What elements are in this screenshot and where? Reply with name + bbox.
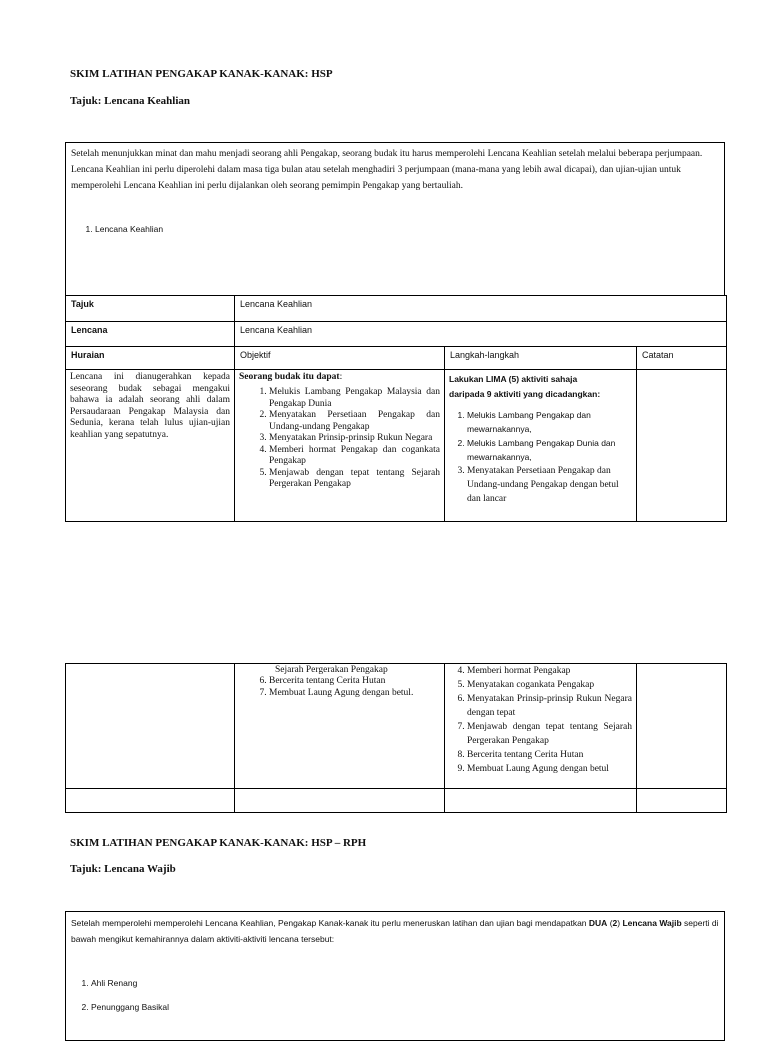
objektif-cont-list	[239, 676, 440, 699]
list-item: 3. Menyatakan Persetiaan Pengakap dan Undang-undang Pengakap dengan betul dan lancar	[467, 464, 632, 506]
section2-intro-text	[71, 915, 719, 947]
huraian-text: Lencana ini dianugerahkan kepada seseorang budak sebagai mengakui bahawa ia adalah seorang ahli dalam Persaudaraan Pengakap Malaysia dan Sedunia, kerana telah lulus ujian-ujian keahlian yang sepatutnya.	[70, 372, 230, 440]
section1-subheading: Tajuk: Lencana Keahlian	[70, 95, 191, 107]
empty-cell	[235, 789, 445, 813]
list-item: 4. Memberi hormat Pengakap dan cogankata Pengakap	[269, 445, 440, 468]
membership-table	[65, 295, 727, 522]
list-item: 1. Melukis Lambang Pengakap dan mewarnakannya,	[467, 408, 632, 436]
langkah-list	[449, 408, 632, 506]
header-langkah: Langkah-langkah	[445, 347, 637, 370]
intro-text-e: )	[617, 918, 623, 928]
langkah-cont-list	[449, 664, 632, 776]
section1-heading: SKIM LATIHAN PENGAKAP KANAK-KANAK: HSP	[70, 68, 333, 80]
tajuk-value: Lencana Keahlian	[235, 296, 727, 322]
intro-text-c: (	[607, 918, 613, 928]
intro-text-b: DUA	[588, 918, 608, 928]
list-item: 1. Lencana Keahlian	[95, 224, 719, 236]
intro-text-d: 2	[612, 918, 618, 928]
list-item: 4. Memberi hormat Pengakap	[467, 664, 632, 678]
list-item: 1. Melukis Lambang Pengakap Malaysia dan Pengakap Dunia	[269, 387, 440, 410]
list-item: 6. Bercerita tentang Cerita Hutan	[269, 676, 440, 688]
langkah-cont-cell	[445, 664, 637, 789]
section1-list	[71, 224, 719, 236]
list-item: 2. Menyatakan Persetiaan Pengakap dan Undang-undang Pengakap	[269, 410, 440, 433]
list-item: 6. Menyatakan Prinsip-prinsip Rukun Negara dengan tepat	[467, 692, 632, 720]
objektif-cont-cell	[235, 664, 445, 789]
objektif-intro: Seorang budak itu dapat:	[239, 372, 343, 382]
objektif-clip	[239, 372, 440, 518]
lencana-value: Lencana Keahlian	[235, 322, 727, 347]
objektif-list	[239, 387, 440, 491]
catatan-cont-cell	[637, 664, 727, 789]
list-item: 1. Ahli Renang	[91, 977, 719, 989]
header-catatan: Catatan	[637, 347, 727, 370]
langkah-intro-1: Lakukan LIMA (5) aktiviti sahaja	[449, 374, 578, 384]
list-item: 5. Menyatakan cogankata Pengakap	[467, 678, 632, 692]
objektif-cell	[235, 370, 445, 522]
catatan-cell	[637, 370, 727, 522]
objektif-cont-text: Sejarah Pergerakan Pengakap	[275, 665, 388, 675]
langkah-intro-2: daripada 9 aktiviti yang dicadangkan:	[449, 389, 601, 399]
membership-table-continued	[65, 663, 727, 813]
empty-cell	[445, 789, 637, 813]
empty-cell	[66, 789, 235, 813]
langkah-clip	[449, 372, 632, 518]
intro-text-g: seperti di bawah mengikut kemahirannya dalam aktiviti-aktiviti lencana tersebut:	[71, 918, 719, 944]
huraian-cell	[66, 370, 235, 522]
objektif-intro-text: Seorang budak itu dapat	[239, 372, 340, 382]
lencana-label: Lencana	[66, 322, 235, 347]
tajuk-label: Tajuk	[66, 296, 235, 322]
huraian-cont-cell	[66, 664, 235, 789]
empty-cell	[637, 789, 727, 813]
list-item: 9. Membuat Laung Agung dengan betul	[467, 762, 632, 776]
section1-intro-box	[65, 142, 725, 296]
list-item: 5. Menjawab dengan tepat tentang Sejarah Pergerakan Pengakap	[269, 468, 440, 491]
intro-text-a: Setelah memperolehi memperolehi Lencana Keahlian, Pengakap Kanak-kanak itu perlu meneruskan latihan dan ujian bagi mendapatkan	[71, 918, 589, 928]
list-item: 7. Membuat Laung Agung dengan betul.	[269, 688, 440, 700]
header-objektif: Objektif	[235, 347, 445, 370]
section2-list	[71, 977, 719, 1013]
list-item: 3. Menyatakan Prinsip-prinsip Rukun Negara	[269, 433, 440, 445]
intro-text-f: Lencana Wajib	[622, 918, 682, 928]
section2-subheading: Tajuk: Lencana Wajib	[70, 863, 176, 875]
section2-intro-box	[65, 911, 725, 1041]
list-item: 2. Penunggang Basikal	[91, 1001, 719, 1013]
langkah-cell	[445, 370, 637, 522]
section1-intro-text: Setelah menunjukkan minat dan mahu menjadi seorang ahli Pengakap, seorang budak itu harus memperolehi Lencana Keahlian setelah melalui beberapa perjumpaan. Lencana Keahlian ini perlu diperolehi dalam masa tiga bulan atau setelah menghadiri 3 perjumpaan (mana-mana yang lebih awal dicapai), dan ujian-ujian untuk memperolehi Lencana Keahlian ini perlu dijalankan oleh seorang pemimpin Pengakap yang bertauliah.	[71, 149, 703, 191]
list-item: 8. Bercerita tentang Cerita Hutan	[467, 748, 632, 762]
section2-heading: SKIM LATIHAN PENGAKAP KANAK-KANAK: HSP – RPH	[70, 837, 367, 849]
list-item: 7. Menjawab dengan tepat tentang Sejarah Pergerakan Pengakap	[467, 720, 632, 748]
header-huraian: Huraian	[66, 347, 235, 370]
list-item: 2. Melukis Lambang Pengakap Dunia dan mewarnakannya,	[467, 436, 632, 464]
